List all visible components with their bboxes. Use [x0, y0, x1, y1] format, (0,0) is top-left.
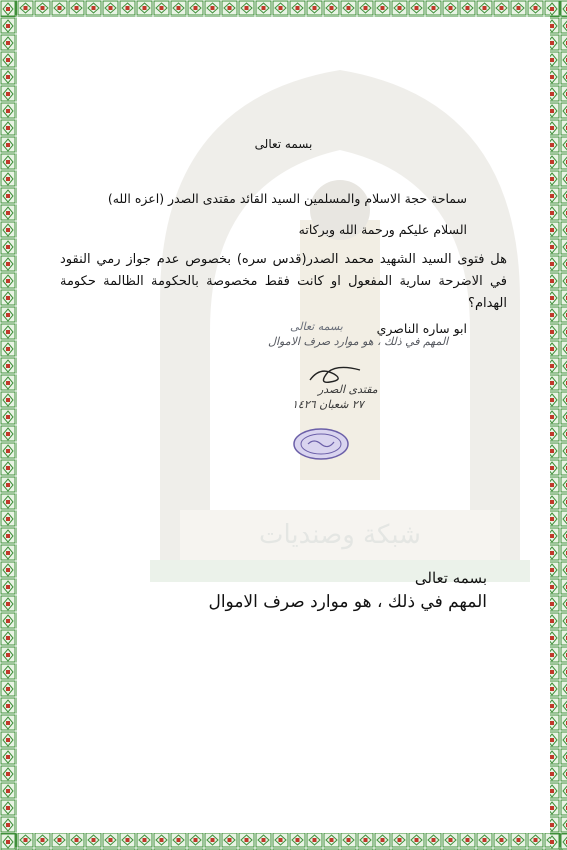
answer-title: بسمه تعالى [414, 569, 487, 587]
handwritten-reply-body: المهم في ذلك ، هو موارد صرف الاموال [268, 335, 449, 348]
seal-stamp-icon [292, 427, 350, 461]
answer-body: المهم في ذلك ، هو موارد صرف الاموال [208, 592, 487, 612]
letter-salutation: السلام عليكم ورحمة الله وبركاته [298, 222, 467, 237]
letter-question: هل فتوى السيد الشهيد محمد الصدر(قدس سره) بخصوص عدم جواز رمي النقود في الاضرحة سارية المفعول او كانت فقط مخصوصة بالحكومة الظالمة حكومة الهدام؟ [60, 252, 507, 311]
handwritten-reply-title: بسمه تعالى [290, 320, 343, 333]
letter-signer: ابو ساره الناصري [376, 321, 467, 336]
signature-name: مقتدى الصدر [318, 383, 378, 396]
signature-date: ٢٧ شعبان ١٤٢٦ [292, 398, 364, 411]
letter-heading: بسمه تعالى [254, 137, 313, 151]
watermark-text: شبكة وصنديات [259, 520, 421, 550]
letter-addressee: سماحة حجة الاسلام والمسلمين السيد القائد مقتدى الصدر (اعزه الله) [107, 191, 467, 206]
